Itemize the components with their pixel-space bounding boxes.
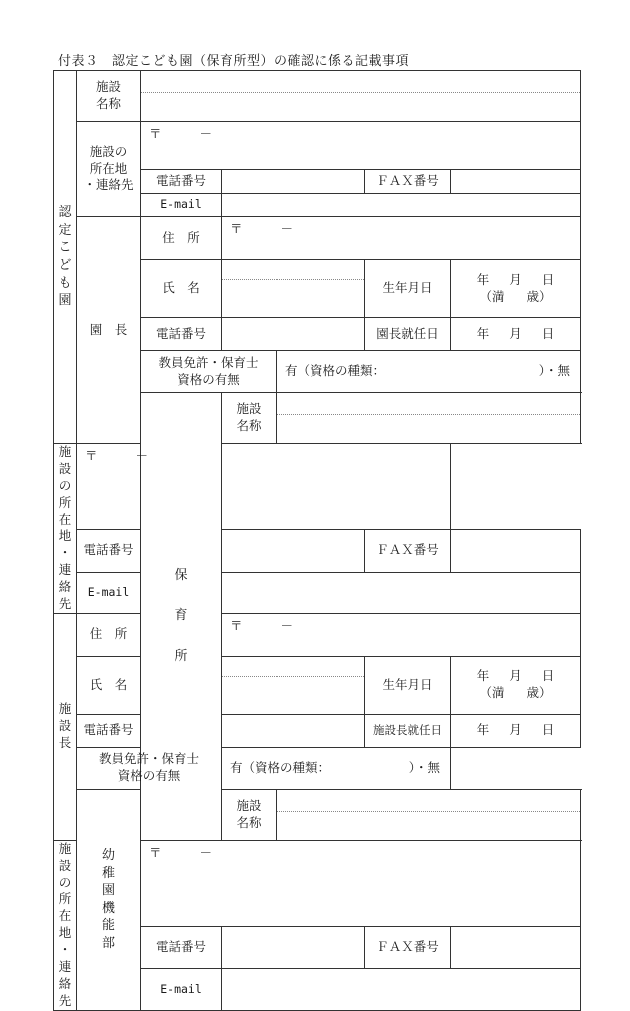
phone-label: 電話番号 xyxy=(77,529,141,572)
phone-field[interactable] xyxy=(222,529,365,572)
email-field[interactable] xyxy=(222,194,581,217)
head-phone-field[interactable] xyxy=(222,318,365,351)
category-kodomo: 認 定 こ ど も 園 xyxy=(54,71,77,444)
license-label: 教員免許・保育士 資格の有無 xyxy=(141,351,277,393)
birth-field[interactable]: 年 月 日 （満 歳） xyxy=(451,260,581,318)
head-appointed-field[interactable]: 年 月 日 xyxy=(451,318,581,351)
address-label: 施設の 所在地 ・連絡先 xyxy=(77,122,141,217)
address-label: 施設の 所在地 ・連絡先 xyxy=(54,840,77,1010)
facility-name-field[interactable] xyxy=(141,71,581,122)
head-name-field[interactable] xyxy=(222,676,365,714)
head-appointed-label: 施設長就任日 xyxy=(365,714,451,747)
email-label: E-mail xyxy=(141,969,222,1010)
facility-address-field[interactable]: 〒 － xyxy=(141,840,581,926)
facility-name-label: 施設 名称 xyxy=(222,393,277,444)
confirmation-form-table xyxy=(53,70,581,1011)
phone-label: 電話番号 xyxy=(141,926,222,969)
head-phone-label: 電話番号 xyxy=(77,714,141,747)
email-field[interactable] xyxy=(222,969,581,1010)
hoiku-postal-row xyxy=(54,444,581,530)
email-field[interactable] xyxy=(222,572,581,613)
hoiku-head-phone-row xyxy=(54,714,581,747)
head-phone-label: 電話番号 xyxy=(141,318,222,351)
fax-field[interactable] xyxy=(451,170,581,194)
license-field[interactable]: 有（資格の種類： ）・無 xyxy=(277,351,581,393)
head-address-row xyxy=(54,217,581,260)
category-hoiku: 保 育 所 xyxy=(141,393,222,841)
hoiku-phone-row xyxy=(54,529,581,572)
hoiku-head-name-row-top xyxy=(54,656,581,676)
head-name-field[interactable] xyxy=(222,280,365,318)
head-name-furigana[interactable] xyxy=(222,260,365,280)
phone-label: 電話番号 xyxy=(141,170,222,194)
fax-label: ＦＡＸ番号 xyxy=(365,529,451,572)
birth-field[interactable]: 年 月 日 （満 歳） xyxy=(451,656,581,714)
hoiku-email-row xyxy=(54,572,581,613)
hoiku-head-address-row xyxy=(54,613,581,656)
fax-label: ＦＡＸ番号 xyxy=(365,926,451,969)
head-phone-field[interactable] xyxy=(222,714,365,747)
phone-field[interactable] xyxy=(222,926,365,969)
category-youchien: 幼 稚 園 機 能 部 xyxy=(77,789,141,1010)
address-label: 施設の 所在地 ・連絡先 xyxy=(54,444,77,614)
hoiku-head-license-row xyxy=(54,747,581,789)
facility-address-field[interactable]: 〒 － xyxy=(77,444,451,530)
head-name-label: 氏 名 xyxy=(77,656,141,714)
fax-field[interactable] xyxy=(451,529,581,572)
license-label: 教員免許・保育士 資格の有無 xyxy=(77,747,222,789)
kodomo-postal-row xyxy=(54,122,581,170)
head-address-label: 住 所 xyxy=(141,217,222,260)
head-label: 施設長 xyxy=(54,613,77,840)
birth-label: 生年月日 xyxy=(365,260,451,318)
license-field[interactable]: 有（資格の種類： ）・無 xyxy=(222,747,451,789)
birth-label: 生年月日 xyxy=(365,656,451,714)
kodomo-name-row xyxy=(54,71,581,122)
fax-field[interactable] xyxy=(451,926,581,969)
head-name-furigana[interactable] xyxy=(222,656,365,676)
youchien-name-row xyxy=(54,789,581,840)
email-label: E-mail xyxy=(141,194,222,217)
facility-name-label: 施設 名称 xyxy=(222,789,277,840)
head-address-field[interactable]: 〒 － xyxy=(222,217,581,260)
fax-label: ＦＡＸ番号 xyxy=(365,170,451,194)
facility-address-field[interactable]: 〒 － xyxy=(141,122,581,170)
head-name-label: 氏 名 xyxy=(141,260,222,318)
facility-name-field[interactable] xyxy=(277,789,581,840)
phone-field[interactable] xyxy=(222,170,365,194)
head-address-label: 住 所 xyxy=(77,613,141,656)
email-label: E-mail xyxy=(77,572,141,613)
facility-name-field[interactable] xyxy=(277,393,581,444)
page-title: 付表３ 認定こども園（保育所型）の確認に係る記載事項 xyxy=(58,54,410,69)
head-address-field[interactable]: 〒 － xyxy=(222,613,581,656)
head-appointed-field[interactable]: 年 月 日 xyxy=(451,714,581,747)
head-appointed-label: 園長就任日 xyxy=(365,318,451,351)
facility-name-label: 施設 名称 xyxy=(77,71,141,122)
head-label: 園 長 xyxy=(77,217,141,444)
